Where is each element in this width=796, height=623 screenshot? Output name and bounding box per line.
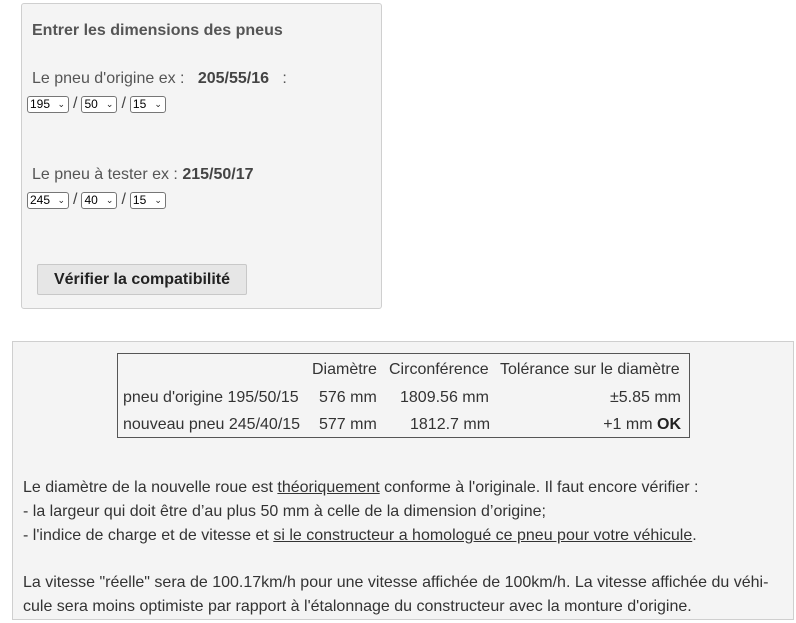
original-tire-label: Le pneu d'origine ex : — [32, 70, 185, 87]
result-text: conforme à l'originale. Il faut encore vérifier : — [379, 479, 699, 496]
test-ratio-value: 40 — [84, 193, 98, 207]
row-new-tolerance-cell — [603, 416, 681, 434]
result-line-5: cule sera moins optimiste par rapport à l'étalonnage du constructeur avec la monture d'origine. — [23, 598, 692, 615]
chevron-down-icon: ⌄ — [57, 194, 65, 205]
result-line-3 — [23, 527, 697, 545]
result-line-4: La vitesse "réelle" sera de 100.17km/h pour une vitesse affichée de 100km/h. La vitesse affichée du véhi- — [23, 574, 769, 591]
theoretically-link[interactable]: théoriquement — [277, 479, 380, 496]
original-rim-select[interactable] — [130, 96, 166, 113]
result-line-2: - la largeur qui doit être d’au plus 50 mm à celle de la dimension d’origine; — [23, 503, 546, 520]
test-tire-label: Le pneu à tester ex : — [32, 166, 178, 183]
test-rim-value: 15 — [132, 193, 147, 207]
separator: / — [73, 95, 78, 112]
form-title: Entrer les dimensions des pneus — [32, 22, 283, 39]
original-tire-example: 205/55/16 — [197, 70, 270, 87]
test-tire-label-row — [32, 166, 254, 184]
row-new-diameter: 577 mm — [319, 416, 377, 433]
results-table — [117, 353, 690, 438]
header-circumference: Circonférence — [389, 361, 489, 378]
result-line-1 — [23, 479, 698, 497]
test-rim-select[interactable] — [130, 192, 166, 209]
compatibility-status: OK — [657, 416, 681, 433]
chevron-down-icon: ⌄ — [105, 194, 114, 205]
original-tire-selects — [27, 94, 166, 114]
test-tire-example: 215/50/17 — [182, 166, 254, 183]
chevron-down-icon: ⌄ — [105, 98, 114, 109]
row-new-label: nouveau pneu 245/40/15 — [123, 416, 301, 433]
test-ratio-select[interactable] — [81, 192, 117, 209]
chevron-down-icon: ⌄ — [57, 98, 65, 109]
row-original-label: pneu d'origine 195/50/15 — [123, 389, 299, 406]
row-original-diameter: 576 mm — [319, 389, 377, 406]
results-panel — [12, 341, 794, 620]
result-text: Le diamètre de la nouvelle roue est — [23, 479, 278, 496]
original-tire-label-row — [32, 70, 287, 88]
separator: / — [121, 95, 126, 112]
separator: / — [73, 191, 78, 208]
result-text: . — [692, 527, 697, 544]
row-new-circumference: 1812.7 mm — [410, 416, 491, 433]
tire-dimensions-form — [21, 3, 382, 309]
original-rim-value: 15 — [132, 97, 147, 111]
separator: / — [121, 191, 126, 208]
test-width-value: 245 — [30, 193, 51, 207]
verify-compatibility-button[interactable]: Vérifier la compatibilité — [37, 264, 247, 295]
header-diameter: Diamètre — [312, 361, 377, 378]
homologation-link[interactable]: si le constructeur a homologué ce pneu pour votre véhicule — [273, 527, 693, 544]
chevron-down-icon: ⌄ — [154, 98, 162, 109]
chevron-down-icon: ⌄ — [154, 194, 162, 205]
original-width-value: 195 — [30, 97, 51, 111]
header-tolerance: Tolérance sur le diamètre — [500, 361, 680, 378]
row-original-tolerance: ±5.85 mm — [609, 389, 681, 406]
row-new-tolerance: +1 mm — [603, 416, 653, 433]
row-original-circumference: 1809.56 mm — [400, 389, 489, 406]
original-tire-colon: : — [282, 70, 287, 87]
test-tire-selects — [27, 190, 166, 210]
test-width-select[interactable] — [27, 192, 69, 209]
original-ratio-select[interactable] — [81, 96, 117, 113]
original-width-select[interactable] — [27, 96, 69, 113]
result-text: - l'indice de charge et de vitesse et — [23, 527, 274, 544]
original-ratio-value: 50 — [84, 97, 98, 111]
